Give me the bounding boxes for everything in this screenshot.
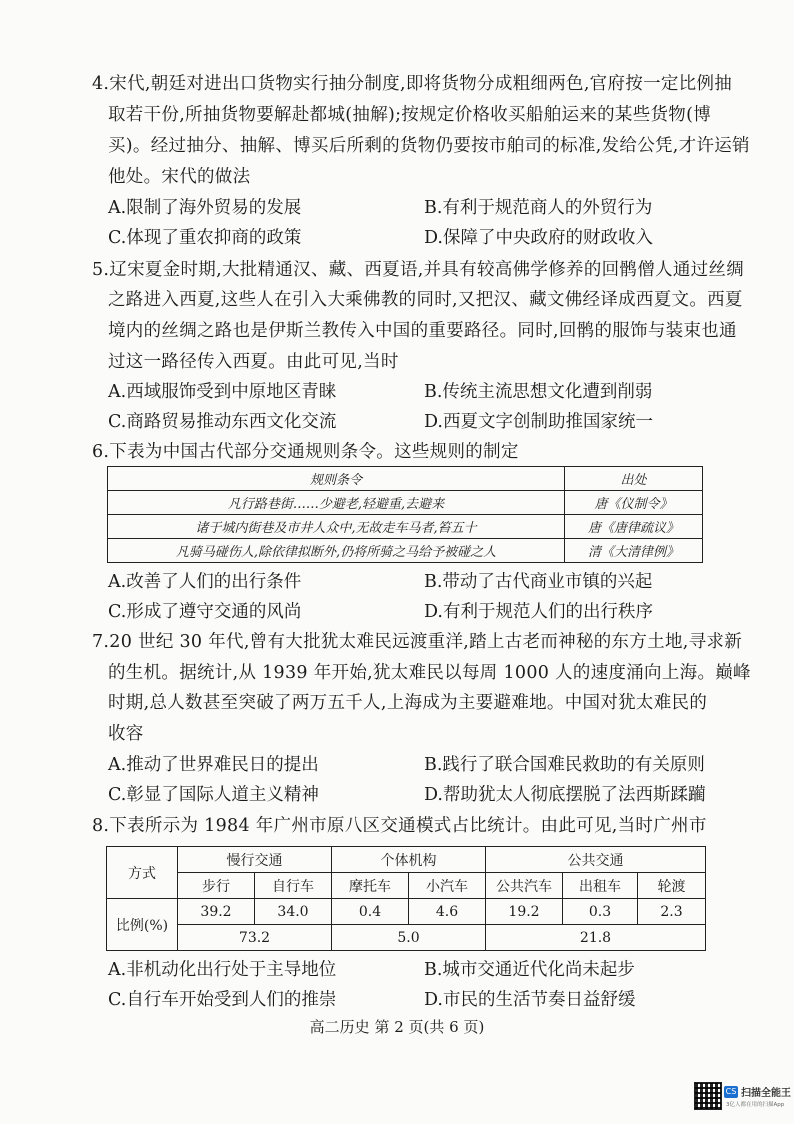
q5-option-a: A.西域服饰受到中原地区青睐 xyxy=(108,382,337,402)
mode-cell: 自行车 xyxy=(255,873,332,899)
header-rule: 规则条令 xyxy=(108,467,565,491)
mode-cell: 公共汽车 xyxy=(486,873,563,899)
q4-line-4: 他处。宋代的做法 xyxy=(108,167,251,187)
value-cell: 0.3 xyxy=(563,899,638,925)
q5-option-d: D.西夏文字创制助推国家统一 xyxy=(424,412,653,432)
group-public: 公共交通 xyxy=(486,847,706,873)
q8-traffic-table xyxy=(106,846,706,951)
q4-option-c: C.体现了重农抑商的政策 xyxy=(108,228,302,248)
q6-option-a: A.改善了人们的出行条件 xyxy=(108,572,302,592)
source-cell: 清《大清律例》 xyxy=(565,539,703,563)
total-cell: 21.8 xyxy=(486,925,706,951)
total-cell: 73.2 xyxy=(178,925,332,951)
q5-line-3: 境内的丝绸之路也是伊斯兰教传入中国的重要路径。同时,回鹘的服饰与装束也通 xyxy=(108,321,737,341)
group-slow: 慢行交通 xyxy=(178,847,332,873)
q4-option-a: A.限制了海外贸易的发展 xyxy=(108,198,302,218)
q4-option-d: D.保障了中央政府的财政收入 xyxy=(424,228,653,248)
mode-header: 方式 xyxy=(107,847,178,899)
value-cell: 2.3 xyxy=(638,899,706,925)
value-cell: 19.2 xyxy=(486,899,563,925)
page-footer: 高二历史 第 2 页(共 6 页) xyxy=(309,1018,485,1036)
table-subheader-row xyxy=(107,873,706,899)
q4-line-3: 买)。经过抽分、抽解、博买后所剩的货物仍要按市舶司的标准,发给公凭,才许运销 xyxy=(108,136,750,156)
q5-line-2: 之路进入西夏,这些人在引入大乘佛教的同时,又把汉、藏文佛经译成西夏文。西夏 xyxy=(108,290,743,310)
scanner-app-name: 扫描全能王 xyxy=(741,1088,791,1099)
value-cell: 0.4 xyxy=(332,899,409,925)
q5-line-4: 过这一路径传入西夏。由此可见,当时 xyxy=(108,352,399,372)
rule-cell: 诸于城内街巷及市井人众中,无故走车马者,笞五十 xyxy=(108,515,565,539)
qr-code-icon xyxy=(694,1082,722,1110)
q6-option-c: C.形成了遵守交通的风尚 xyxy=(108,602,302,622)
q8-option-c: C.自行车开始受到人们的推崇 xyxy=(108,990,337,1010)
q5-option-c: C.商路贸易推动东西文化交流 xyxy=(108,412,337,432)
q4-line-1: 4.宋代,朝廷对进出口货物实行抽分制度,即将货物分成粗细两色,官府按一定比例抽 xyxy=(92,74,733,94)
rule-cell: 凡行路巷街……少避老,轻避重,去避来 xyxy=(108,491,565,515)
q7-option-a: A.推动了世界难民日的提出 xyxy=(108,755,319,775)
table-row xyxy=(108,539,703,563)
q6-option-d: D.有利于规范人们的出行秩序 xyxy=(424,602,653,622)
q8-option-a: A.非机动化出行处于主导地位 xyxy=(108,960,337,980)
q5-line-1: 5.辽宋夏金时期,大批精通汉、藏、西夏语,并具有较高佛学修养的回鹘僧人通过丝绸 xyxy=(92,260,745,280)
table-header-row xyxy=(107,847,706,873)
table-header-row xyxy=(108,467,703,491)
camscanner-logo-icon: CS xyxy=(725,1087,737,1096)
q7-line-4: 收容 xyxy=(108,724,144,744)
q7-line-2: 的生机。据统计,从 1939 年开始,犹太难民以每周 1000 人的速度涌向上海。巅峰 xyxy=(108,663,751,683)
q7-option-b: B.践行了联合国难民救助的有关原则 xyxy=(424,755,705,775)
q7-line-1: 7.20 世纪 30 年代,曾有大批犹太难民远渡重洋,踏上古老而神秘的东方土地,寻求新 xyxy=(92,632,743,652)
q7-line-3: 时期,总人数甚至突破了两万五千人,上海成为主要避难地。中国对犹太难民的 xyxy=(108,693,708,713)
table-row xyxy=(108,515,703,539)
source-cell: 唐《仪制令》 xyxy=(565,491,703,515)
table-row xyxy=(107,899,706,925)
mode-cell: 小汽车 xyxy=(409,873,486,899)
ratio-header: 比例(%) xyxy=(107,899,178,951)
mode-cell: 出租车 xyxy=(563,873,638,899)
q8-option-b: B.城市交通近代化尚未起步 xyxy=(424,960,635,980)
q4-option-b: B.有利于规范商人的外贸行为 xyxy=(424,198,653,218)
header-source: 出处 xyxy=(565,467,703,491)
q5-option-b: B.传统主流思想文化遭到削弱 xyxy=(424,382,653,402)
mode-cell: 步行 xyxy=(178,873,255,899)
mode-cell: 摩托车 xyxy=(332,873,409,899)
group-private: 个体机构 xyxy=(332,847,486,873)
q8-option-d: D.市民的生活节奏日益舒缓 xyxy=(424,990,636,1010)
q6-stem: 6.下表为中国古代部分交通规则条令。这些规则的制定 xyxy=(92,442,519,462)
value-cell: 4.6 xyxy=(409,899,486,925)
q8-stem: 8.下表所示为 1984 年广州市原八区交通模式占比统计。由此可见,当时广州市 xyxy=(92,816,707,836)
scanner-tagline: 3亿人都在用的扫描App xyxy=(726,1102,785,1108)
source-cell: 唐《唐律疏议》 xyxy=(565,515,703,539)
total-cell: 5.0 xyxy=(332,925,486,951)
value-cell: 34.0 xyxy=(255,899,332,925)
q7-option-c: C.彰显了国际人道主义精神 xyxy=(108,785,319,805)
table-row xyxy=(107,925,706,951)
rule-cell: 凡骑马碰伤人,除依律拟断外,仍将所骑之马给予被碰之人 xyxy=(108,539,565,563)
q6-option-b: B.带动了古代商业市镇的兴起 xyxy=(424,572,653,592)
q4-line-2: 取若干份,所抽货物要解赴都城(抽解);按规定价格收买船舶运来的某些货物(博 xyxy=(108,105,712,125)
q7-option-d: D.帮助犹太人彻底摆脱了法西斯蹂躏 xyxy=(424,785,706,805)
table-row xyxy=(108,491,703,515)
value-cell: 39.2 xyxy=(178,899,255,925)
mode-cell: 轮渡 xyxy=(638,873,706,899)
q6-rules-table xyxy=(107,466,703,563)
